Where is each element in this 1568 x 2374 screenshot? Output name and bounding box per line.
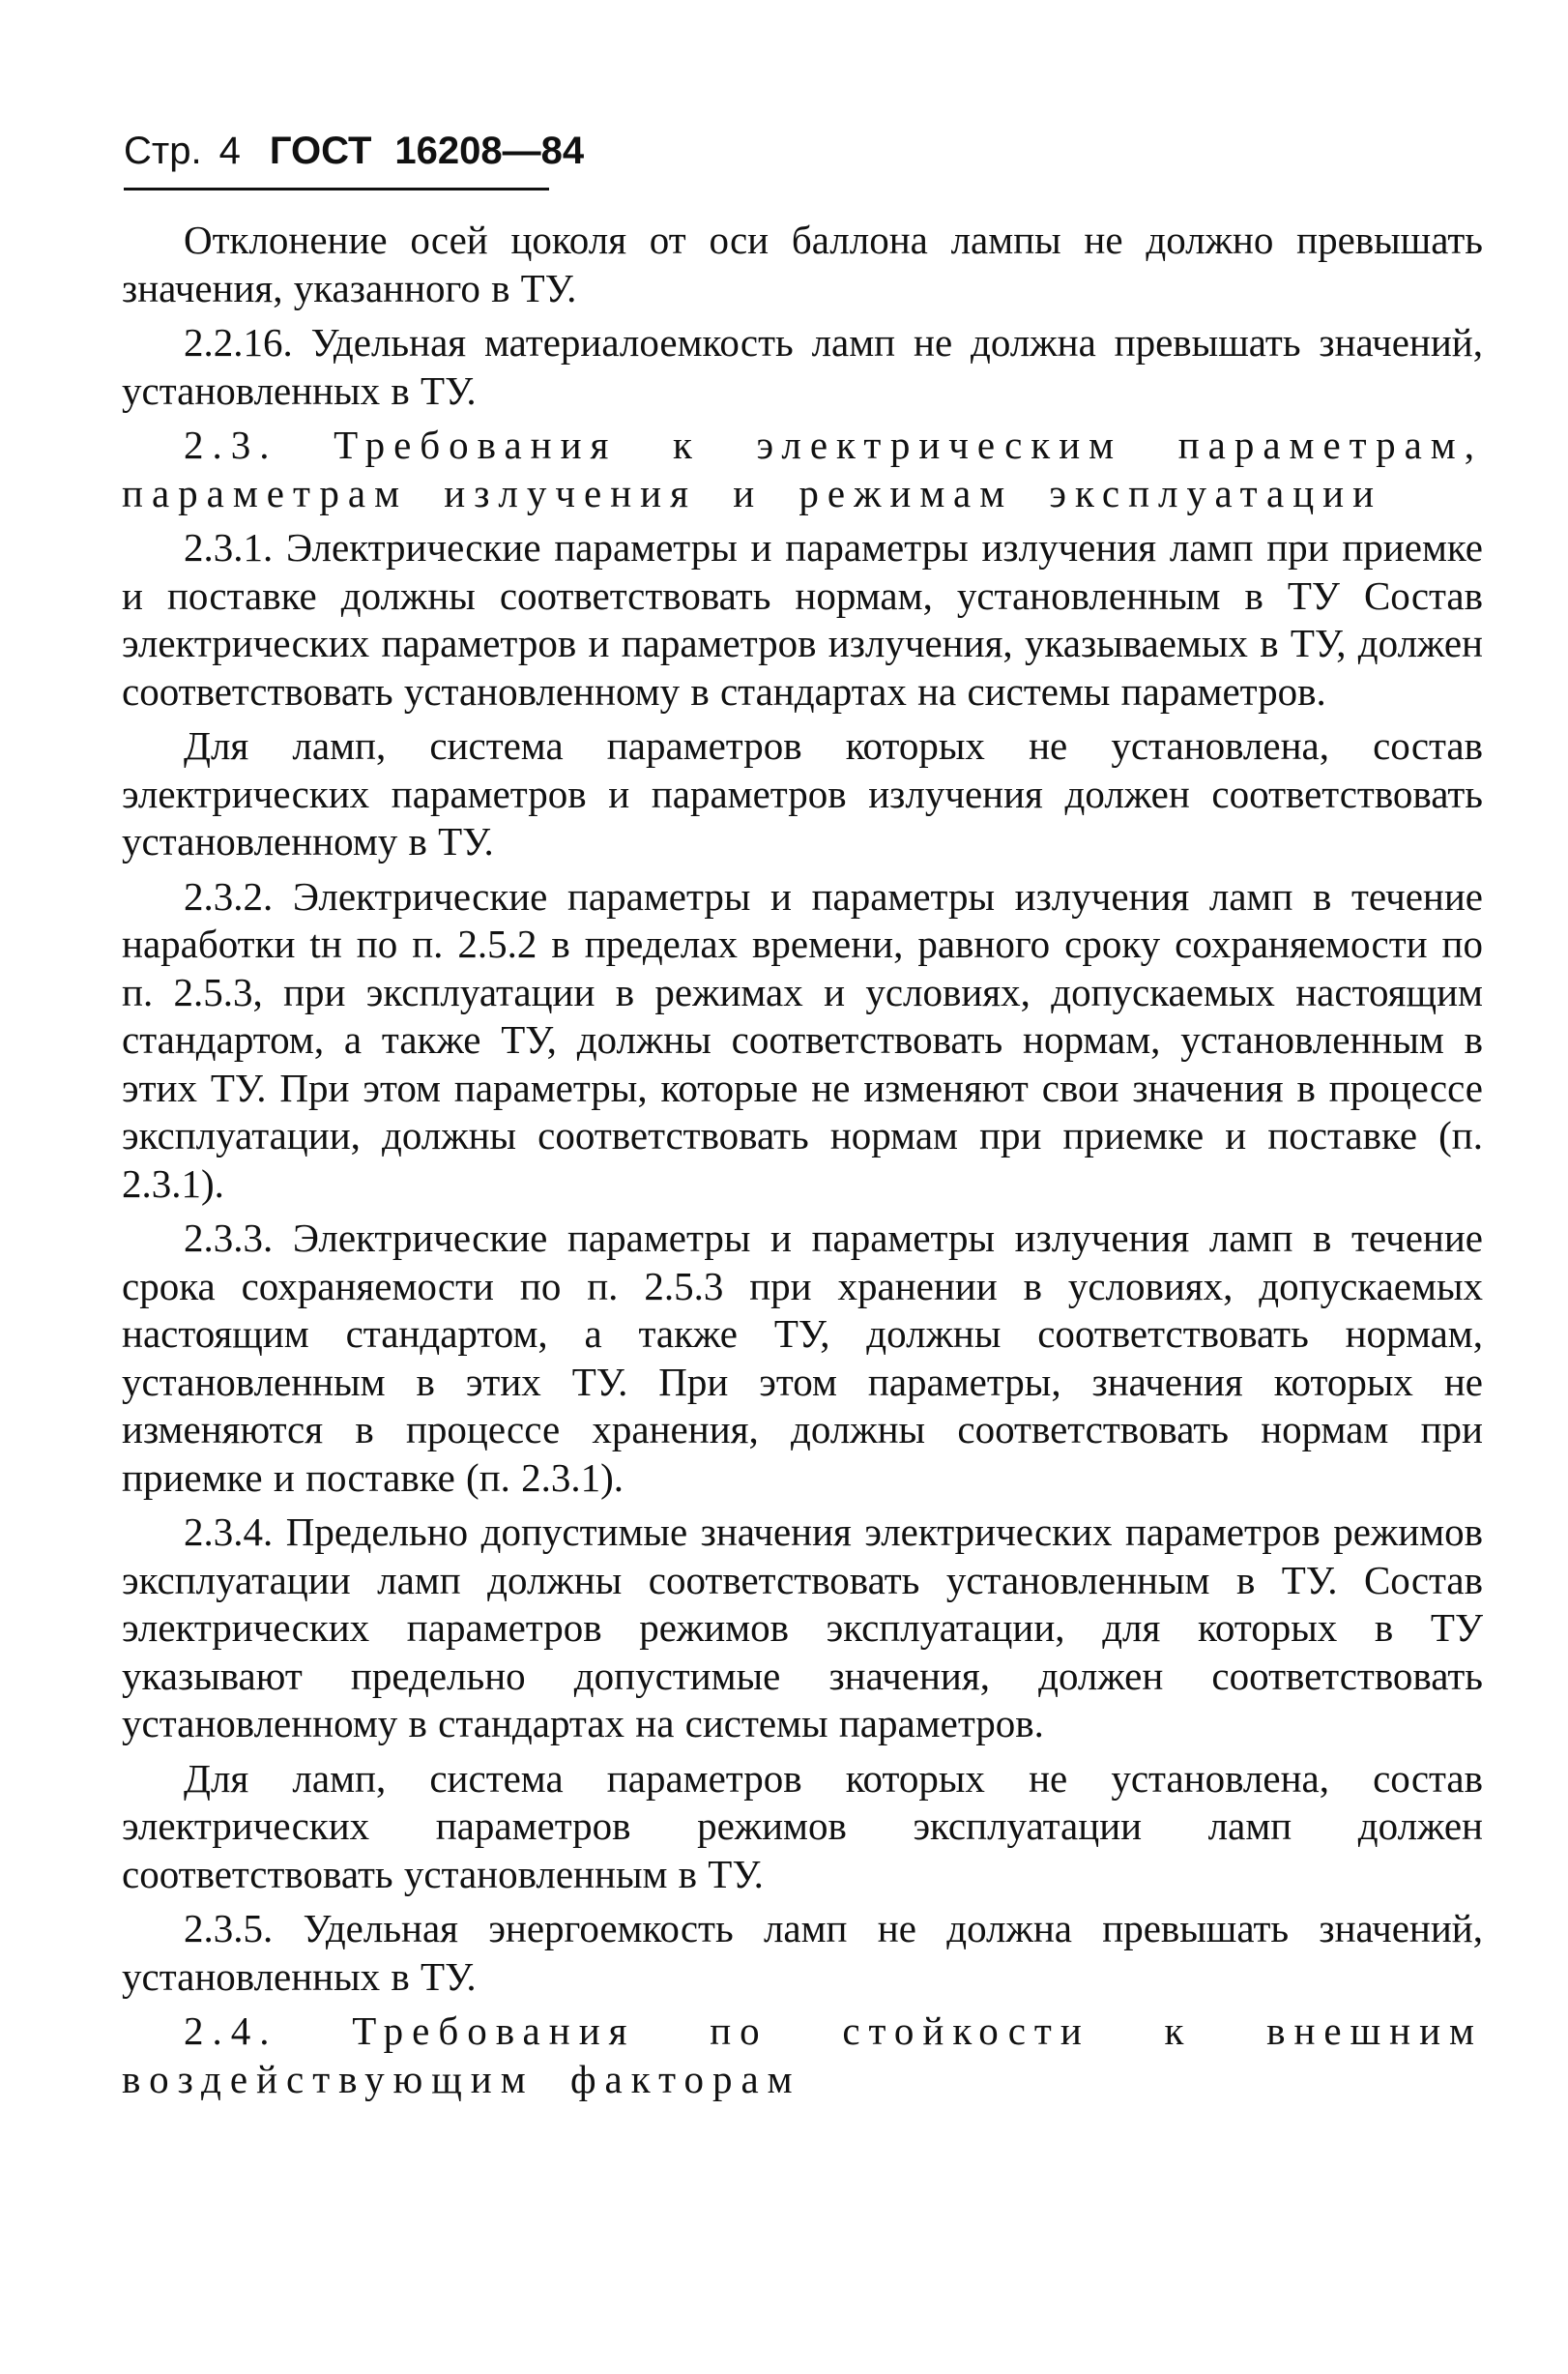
header-rule [124,188,549,191]
standard-number: 16208—84 [394,130,585,172]
paragraph-2-3-5: 2.3.5. Удельная энергоемкость ламп не должна превышать значений, установленных в ТУ. [122,1906,1483,1999]
section-heading-2-3: 2.3. Требования к электрическим параметрам, параметрам излучения и режимам эксплуатации [122,423,1483,515]
standard-designation: ГОСТ [269,130,372,172]
paragraph-axis-deviation: Отклонение осей цоколя от оси баллона лампы не должно превышать значения, указанного в ТУ. [122,218,1483,310]
section-heading-2-4: 2.4. Требования по стойкости к внешним воздействующим факторам [122,2008,1483,2101]
paragraph-2-3-3: 2.3.3. Электрические параметры и параметры излучения ламп в течение срока сохраняемости по п. 2.5.3 при хранении в условиях, допускаемых настоящим стандартом, а также ТУ, должны соответствовать нормам, установленным в этих ТУ. При этом параметры, значения которых не изменяются в процессе хранения, должны соответствовать нормам при приемке и поставке (п. 2.3.1). [122,1216,1483,1500]
paragraph-2-3-4-continued: Для ламп, система параметров которых не установлена, состав электрических параметров режимов эксплуатации ламп должен соответствовать установленным в ТУ. [122,1755,1483,1896]
paragraph-2-3-2: 2.3.2. Электрические параметры и параметры излучения ламп в течение наработки tн по п. 2.5.2 в пределах времени, равного сроку сохраняемости по п. 2.5.3, при эксплуатации в режимах и условиях, допускаемых настоящим стандартом, а также ТУ, должны соответствовать нормам, установленным в этих ТУ. При этом параметры, которые не изменяют свои значения в процессе эксплуатации, должны соответствовать нормам при приемке и поставке (п. 2.3.1). [122,873,1483,1206]
paragraph-2-3-4: 2.3.4. Предельно допустимые значения электрических параметров режимов эксплуатации ламп должны соответствовать установленным в ТУ. Состав электрических параметров режимов эксплуатации, для которых в ТУ указывают предельно допустимые значения, должен соответствовать установленному в стандартах на системы параметров. [122,1509,1483,1745]
paragraph-2-3-1: 2.3.1. Электрические параметры и параметры излучения ламп при приемке и поставке должны соответствовать нормам, установленным в ТУ Состав электрических параметров и параметров излучения, указываемых в ТУ, должен соответствовать установленному в стандартах на системы параметров. [122,525,1483,714]
page-number: 4 [218,130,241,172]
page-header [124,124,585,182]
running-header [124,124,584,178]
document-body [122,217,1483,2110]
page-label: Стр. [124,130,202,172]
paragraph-2-2-16: 2.2.16. Удельная материалоемкость ламп не должна превышать значений, установленных в ТУ. [122,320,1483,413]
paragraph-2-3-1-continued: Для ламп, система параметров которых не установлена, состав электрических параметров и параметров излучения должен соответствовать установленному в ТУ. [122,723,1483,864]
